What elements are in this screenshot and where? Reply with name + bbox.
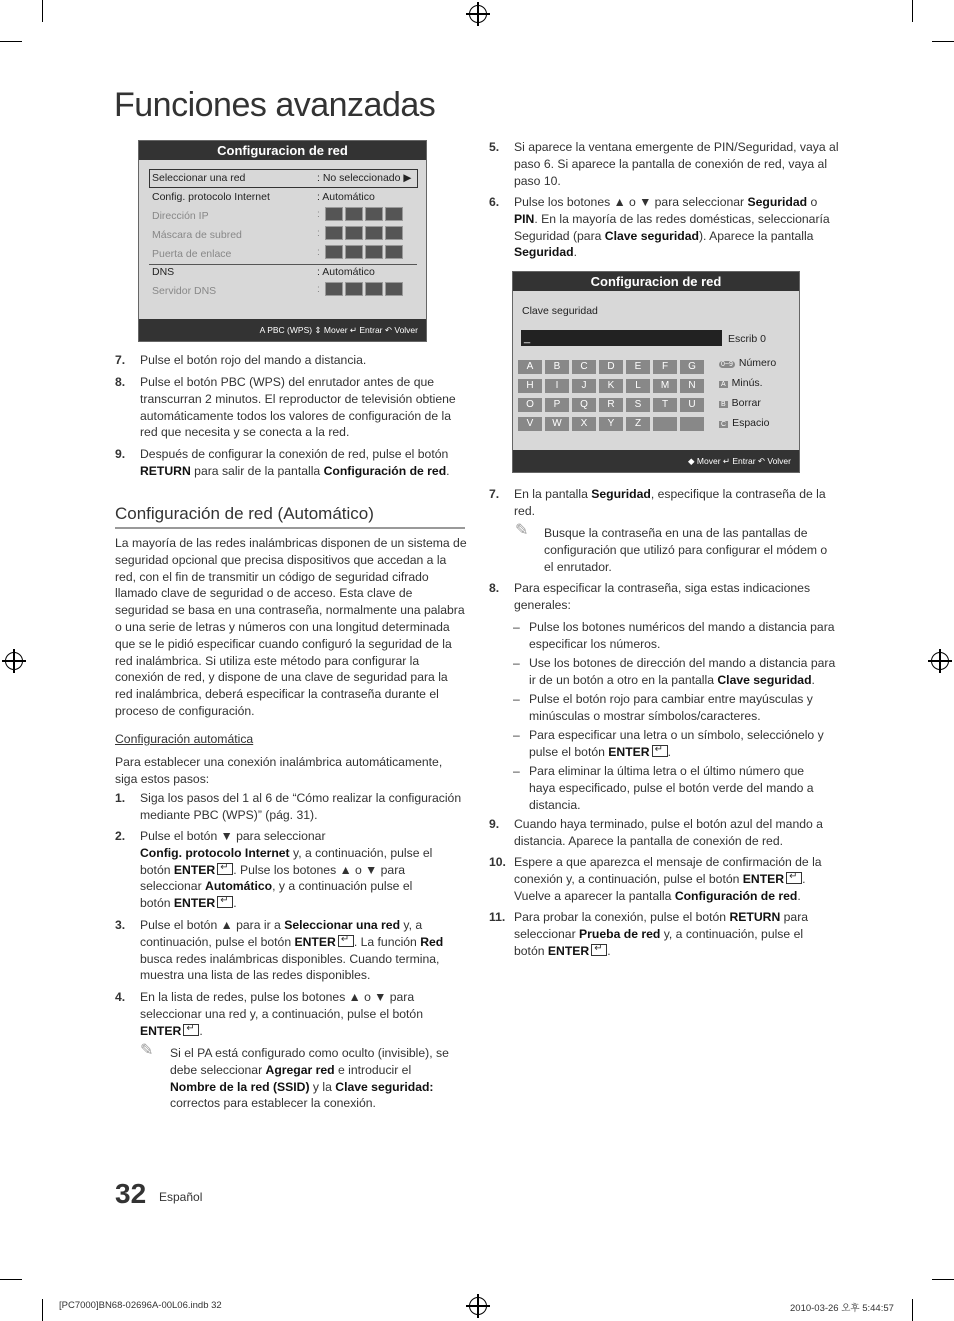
keyboard-key[interactable]: E [626, 360, 650, 374]
row-label: Puerta de enlace [152, 248, 232, 260]
page-number: 32 [115, 1178, 147, 1209]
note-pencil-icon: ✎ [140, 1042, 154, 1059]
network-config-screen [138, 140, 427, 342]
section-heading: Configuración de red (Automático) [115, 504, 465, 529]
keyboard-key[interactable]: V [518, 417, 542, 431]
keyboard-option [719, 417, 769, 429]
bullet: – Use los botones de dirección del mando a distancia para ir de un botón a otro en la pantalla Clave seguridad. [513, 656, 836, 687]
keyboard-key[interactable]: N [680, 379, 704, 393]
footer-date: 2010-03-26 오후 5:44:57 [790, 1303, 894, 1314]
keyboard-key[interactable]: J [572, 379, 596, 393]
registration-mark-top [469, 5, 487, 23]
keyboard-key[interactable]: H [518, 379, 542, 393]
option-label: Borrar [731, 397, 761, 409]
option-key-icon: B [721, 401, 726, 408]
password-input[interactable]: _ [521, 330, 722, 346]
footer-file: [PC7000]BN68-02696A-00L06.indb 32 [59, 1300, 222, 1311]
row-label[interactable]: Seleccionar una red [152, 172, 246, 184]
keyboard-key[interactable]: W [545, 417, 569, 431]
divider [149, 264, 417, 265]
keyboard-key[interactable]: O [518, 398, 542, 412]
row-value: : Automático [317, 266, 375, 278]
keyboard-key[interactable]: G [680, 360, 704, 374]
keyboard-key[interactable]: F [653, 360, 677, 374]
language-label: Español [159, 1190, 203, 1204]
keyboard-key[interactable] [653, 417, 677, 431]
keyboard-option [719, 357, 776, 369]
mask-boxes: : [317, 226, 405, 240]
row-value: : Automático [317, 191, 375, 203]
keyboard-key[interactable]: Q [572, 398, 596, 412]
registration-mark-bottom [469, 1297, 487, 1315]
note-step-4: Si el PA está configurado como oculto (invisible), se debe seleccionar Agregar red e introducir el Nombre de la red (SSID) y la Clave seguridad: correctos para establecer la conexión. [170, 1046, 449, 1111]
option-key-icon: A [721, 381, 726, 388]
keyboard-key[interactable]: K [599, 379, 623, 393]
row-label: Servidor DNS [152, 285, 217, 297]
keyboard-key[interactable]: T [653, 398, 677, 412]
note-step-7: Busque la contraseña en una de las pantallas de configuración que utilizó para configurar el módem o el enrutador. [544, 526, 828, 574]
keyboard-option [719, 377, 763, 389]
keyboard-key[interactable] [680, 417, 704, 431]
gateway-boxes: : [317, 245, 405, 259]
row-value: : No seleccionado ▶ [317, 172, 412, 184]
bullet: – Pulse los botones numéricos del mando a distancia para especificar los números. [513, 620, 835, 651]
section-intro: La mayoría de las redes inalámbricas disponen de un sistema de seguridad opcional que precisa dispositivos que accedan a la red, con el fin de transmitir un código de seguridad cifrado llamado clave de seguridad o de acceso. Esta clave de seguridad se basa en una contraseña, normalmente una palabra o una serie de letras y números con una longitud determinada que se le pidió especificar cuando configuró la seguridad de la red inalámbrica. Si utiliza este método para configurar la conexión de red, y dispone de una clave de seguridad para la red inalámbrica, deberá especificar la contraseña durante el proceso de configuración. [115, 536, 467, 718]
row-label: Máscara de subred [152, 229, 242, 241]
keyboard-key[interactable]: X [572, 417, 596, 431]
sub-intro: Para establecer una conexión inalámbrica automáticamente, siga estos pasos: [115, 755, 443, 786]
bullet: – Para eliminar la última letra o el último número que haya especificado, pulse el botón verde del mando a distancia. [513, 764, 814, 812]
security-key-screen [512, 271, 800, 473]
keyboard-key[interactable]: R [599, 398, 623, 412]
keyboard-key[interactable]: D [599, 360, 623, 374]
keyboard-option [719, 397, 761, 409]
keyboard-key[interactable]: L [626, 379, 650, 393]
keyboard-key[interactable]: Y [599, 417, 623, 431]
screen-title: Configuracion de red [513, 272, 799, 291]
keyboard-key[interactable]: Z [626, 417, 650, 431]
bullet: – Para especificar una letra o un símbolo, selecciónelo y pulse el botón ENTER↵ . [513, 727, 838, 761]
row-label[interactable]: DNS [152, 266, 175, 278]
dns-boxes: : [317, 282, 405, 296]
option-key-icon: 0~9 [721, 361, 733, 368]
char-count: Escrib 0 [728, 333, 766, 345]
keyboard-key[interactable]: S [626, 398, 650, 412]
option-label: Número [738, 357, 777, 369]
registration-mark-left [5, 652, 23, 670]
sub-heading: Configuración automática [115, 732, 254, 746]
keyboard-key[interactable]: C [572, 360, 596, 374]
keyboard-key[interactable]: B [545, 360, 569, 374]
keyboard-key[interactable]: M [653, 379, 677, 393]
option-key-icon: C [721, 421, 727, 428]
row-label: Dirección IP [152, 210, 209, 222]
field-label: Clave seguridad [522, 305, 598, 317]
row-label[interactable]: Config. protocolo Internet [152, 191, 270, 203]
keyboard-key[interactable]: U [680, 398, 704, 412]
registration-mark-right [931, 652, 949, 670]
keyboard-key[interactable]: I [545, 379, 569, 393]
page-title: Funciones avanzadas [114, 86, 436, 124]
keyboard-key[interactable]: A [518, 360, 542, 374]
screen-title: Configuracion de red [139, 141, 426, 160]
screen-footer: A PBC (WPS) ⇕ Mover ↵ Entrar ↶ Volver [139, 319, 426, 341]
ip-boxes: : [317, 207, 405, 221]
keyboard-key[interactable]: P [545, 398, 569, 412]
option-label: Espacio [732, 417, 770, 429]
bullet: – Pulse el botón rojo para cambiar entre mayúsculas y minúsculas o mostrar símbolos/caracteres. [513, 692, 813, 723]
screen-footer: ◆ Mover ↵ Entrar ↶ Volver [513, 450, 799, 472]
note-pencil-icon: ✎ [515, 522, 529, 539]
option-label: Minús. [731, 377, 763, 389]
